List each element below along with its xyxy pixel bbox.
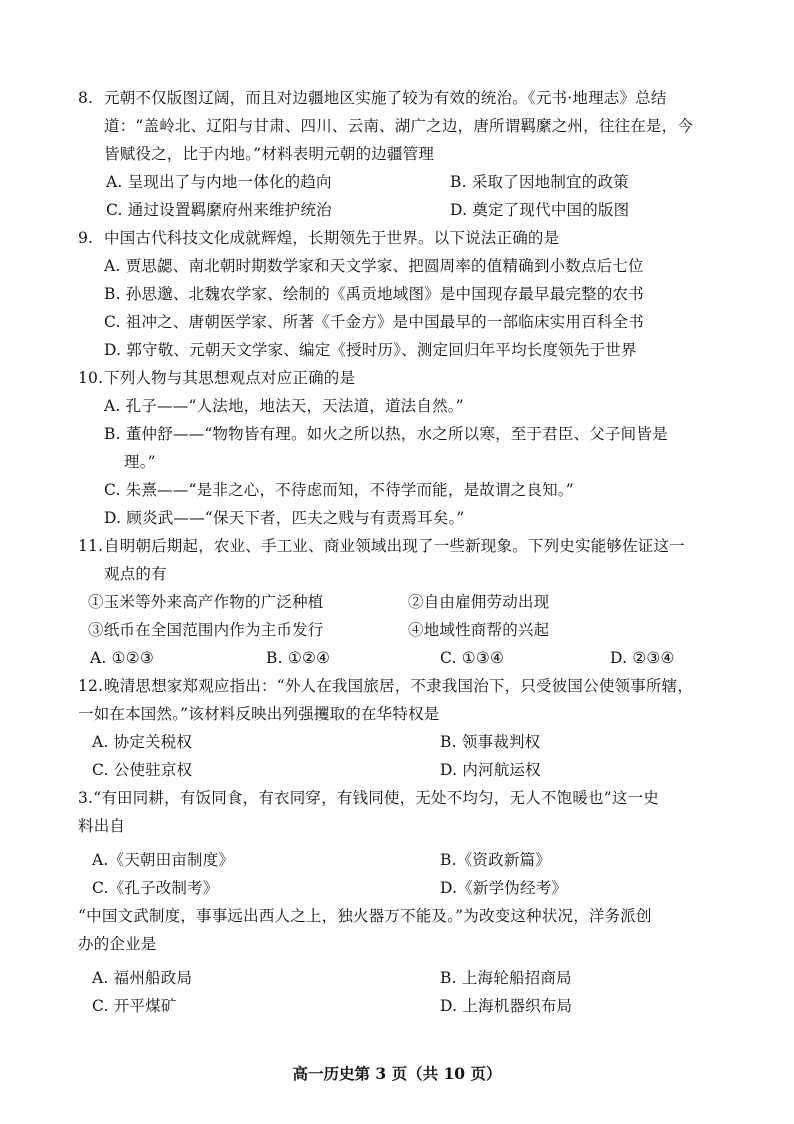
question-number: 9. [78, 229, 94, 247]
statement-3: ③纸币在全国范围内作为主币发行 [88, 621, 324, 639]
option-c: C. ①③④ [440, 649, 505, 667]
option-a: A.《天朝田亩制度》 [92, 851, 235, 869]
option-b: B. ①②④ [266, 649, 331, 667]
statement-2: ②自由雇佣劳动出现 [408, 593, 550, 611]
option-b: B. 采取了因地制宜的政策 [450, 173, 629, 191]
option-a: A. 福州船政局 [92, 969, 193, 987]
option-a: A. 协定关税权 [92, 733, 193, 751]
question-10 [78, 364, 728, 532]
option-c: C. 开平煤矿 [92, 997, 177, 1015]
option-d: D. ②③④ [610, 649, 675, 667]
question-stem-line: “有田同耕，有饭同食，有衣同穿，有钱同使，无处不均匀，无人不饱暖也”这一史 [93, 789, 659, 807]
option-c: C.《孔子改制考》 [92, 879, 219, 897]
question-11 [78, 532, 728, 672]
question-stem-line: 中国古代科技文化成就辉煌，长期领先于世界。以下说法正确的是 [104, 229, 560, 247]
option-d: D. 顾炎武——“保天下者，匹夫之贱与有责焉耳矣。” [104, 509, 465, 527]
question-stem-line: 皆赋役之，比于内地。”材料表明元朝的边疆管理 [104, 145, 435, 163]
option-d: D. 奠定了现代中国的版图 [450, 201, 630, 219]
option-d: D. 内河航运权 [440, 761, 541, 779]
statement-1: ①玉米等外来高产作物的广泛种植 [88, 593, 324, 611]
question-stem-line: “中国文武制度，事事远出西人之上，独火器万不能及。”为改变这种状况，洋务派创 [78, 907, 652, 925]
question-stem-line: 道：“盖岭北、辽阳与甘肃、四川、云南、湖广之边，唐所谓羁縻之州，往往在是，今 [104, 117, 694, 135]
question-9 [78, 224, 728, 364]
question-stem-line: 一如在本国然。”该材料反映出列强攫取的在华特权是 [78, 705, 440, 723]
question-number: 3. [78, 789, 94, 807]
option-a: A. ①②③ [90, 649, 154, 667]
question-stem-line: 下列人物与其思想观点对应正确的是 [104, 369, 356, 387]
option-d: D.《新学伪经考》 [440, 879, 568, 897]
question-number: 12. [78, 677, 104, 695]
option-d: D. 郭守敬、元朝天文学家、编定《授时历》、测定回归年平均长度领先于世界 [104, 341, 637, 359]
page-footer: 高一历史第 3 页（共 10 页） [292, 1064, 502, 1083]
option-c: C. 通过设置羁縻府州来维护统治 [106, 201, 332, 219]
option-a: A. 贾思勰、南北朝时期数学家和天文学家、把圆周率的值精确到小数点后七位 [104, 257, 644, 275]
option-a: A. 孔子——“人法地，地法天，天法道，道法自然。” [104, 397, 464, 415]
question-stem-line: 办的企业是 [78, 935, 157, 953]
question-stem-line: 元朝不仅版图辽阔，而且对边疆地区实施了较为有效的统治。《元书·地理志》总结 [104, 89, 667, 107]
question-stem-line: 料出自 [78, 817, 126, 835]
question-number: 10. [78, 369, 104, 387]
question-stem-line: 观点的有 [104, 565, 167, 583]
option-a: A. 呈现出了与内地一体化的趋向 [106, 173, 332, 191]
option-b: B.《资政新篇》 [440, 851, 551, 869]
question-number: 8. [78, 89, 94, 107]
question-number: 11. [78, 537, 104, 555]
option-b: B. 上海轮船招商局 [440, 969, 572, 987]
option-b: B. 领事裁判权 [440, 733, 541, 751]
question-stem-line: 自明朝后期起，农业、手工业、商业领域出现了一些新现象。下列史实能够佐证这一 [104, 537, 685, 555]
question-stem-line: 晚清思想家郑观应指出：“外人在我国旅居，不隶我国治下，只受彼国公使领事所辖， [104, 677, 694, 695]
option-d: D. 上海机器织布局 [440, 997, 573, 1015]
question-13 [78, 784, 728, 902]
question-8 [78, 84, 728, 224]
question-12 [78, 672, 728, 784]
option-c: C. 公使驻京权 [92, 761, 193, 779]
option-b: B. 董仲舒——“物物皆有理。如火之所以热，水之所以寒，至于君臣、父子间皆是 [104, 425, 668, 443]
option-c: C. 祖冲之、唐朝医学家、所著《千金方》是中国最早的一部临床实用百科全书 [104, 313, 644, 331]
question-14 [78, 902, 728, 1020]
option-b-continuation: 理。” [124, 453, 156, 471]
option-b: B. 孙思邈、北魏农学家、绘制的《禹贡地域图》是中国现存最早最完整的农书 [104, 285, 644, 303]
statement-4: ④地域性商帮的兴起 [408, 621, 550, 639]
option-c: C. 朱熹——“是非之心，不待虑而知，不待学而能，是故谓之良知。” [104, 481, 574, 499]
